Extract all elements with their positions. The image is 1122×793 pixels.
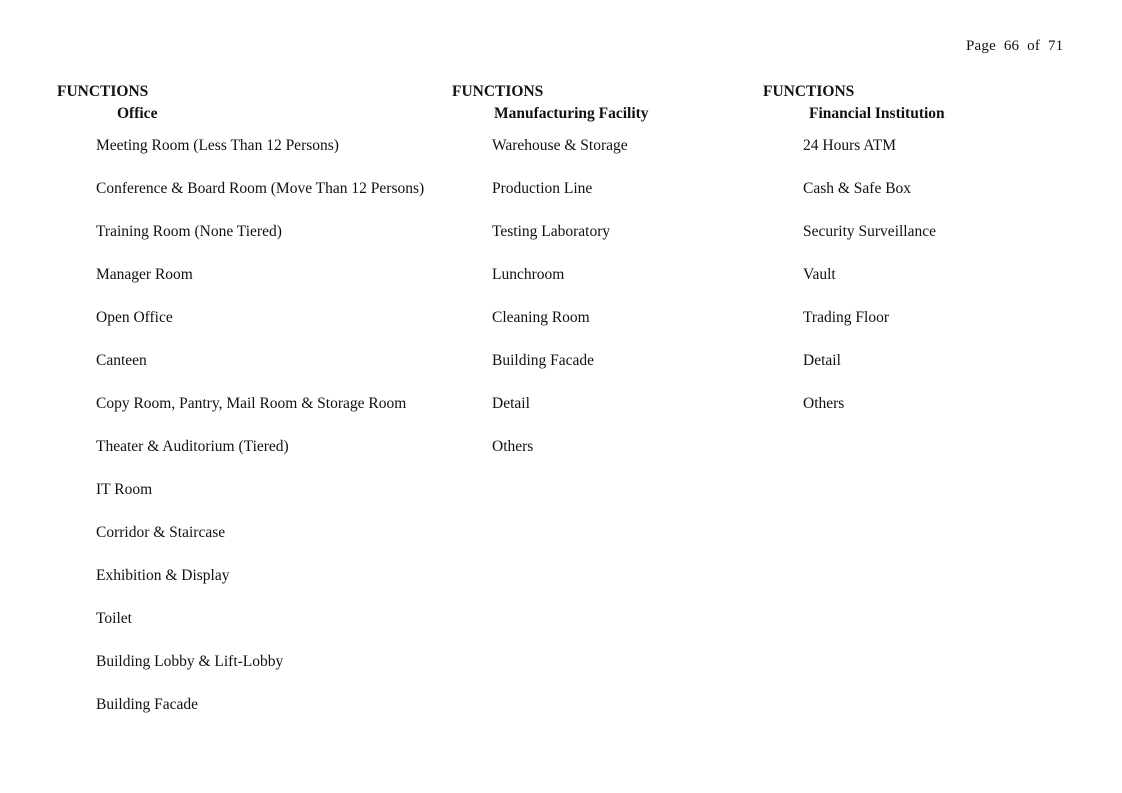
list-item: Exhibition & Display bbox=[96, 567, 230, 584]
list-item: Others bbox=[803, 395, 845, 412]
list-item: Trading Floor bbox=[803, 309, 889, 326]
manufacturing-subheading: Manufacturing Facility bbox=[494, 105, 649, 122]
list-item: 24 Hours ATM bbox=[803, 137, 897, 154]
list-item: Others bbox=[492, 438, 534, 455]
list-item: Meeting Room (Less Than 12 Persons) bbox=[96, 137, 339, 154]
list-item: Building Facade bbox=[492, 352, 595, 369]
list-item: Conference & Board Room (Move Than 12 Persons) bbox=[96, 180, 425, 197]
list-item: Canteen bbox=[96, 352, 147, 369]
list-item: Theater & Auditorium (Tiered) bbox=[96, 438, 289, 455]
office-function-list bbox=[96, 136, 424, 738]
list-item: Detail bbox=[492, 395, 530, 412]
list-item: Training Room (None Tiered) bbox=[96, 223, 282, 240]
functions-heading: FUNCTIONS bbox=[57, 83, 149, 100]
list-item: Open Office bbox=[96, 309, 173, 326]
list-item: Warehouse & Storage bbox=[492, 137, 628, 154]
list-item: Building Facade bbox=[96, 696, 199, 713]
office-functions-column bbox=[57, 82, 425, 713]
list-item: Cash & Safe Box bbox=[803, 180, 912, 197]
list-item: Toilet bbox=[96, 610, 132, 627]
list-item: Manager Room bbox=[96, 266, 193, 283]
list-item: Cleaning Room bbox=[492, 309, 590, 326]
list-item: Production Line bbox=[492, 180, 593, 197]
list-item: Building Lobby & Lift-Lobby bbox=[96, 653, 284, 670]
functions-heading: FUNCTIONS bbox=[763, 83, 855, 100]
list-item: Copy Room, Pantry, Mail Room & Storage Room bbox=[96, 395, 407, 412]
list-item: Testing Laboratory bbox=[492, 223, 611, 240]
functions-heading: FUNCTIONS bbox=[452, 83, 544, 100]
page-number: Page 66 of 71 bbox=[966, 38, 1064, 54]
list-item: IT Room bbox=[96, 481, 153, 498]
list-item: Security Surveillance bbox=[803, 223, 936, 240]
list-item: Lunchroom bbox=[492, 266, 565, 283]
financial-functions-column bbox=[763, 82, 945, 412]
financial-function-list bbox=[803, 136, 936, 437]
list-item: Corridor & Staircase bbox=[96, 524, 226, 541]
office-subheading: Office bbox=[117, 105, 158, 122]
list-item: Detail bbox=[803, 352, 841, 369]
list-item: Vault bbox=[803, 266, 836, 283]
manufacturing-functions-column bbox=[452, 82, 649, 455]
financial-subheading: Financial Institution bbox=[809, 105, 945, 122]
manufacturing-function-list bbox=[492, 136, 628, 480]
